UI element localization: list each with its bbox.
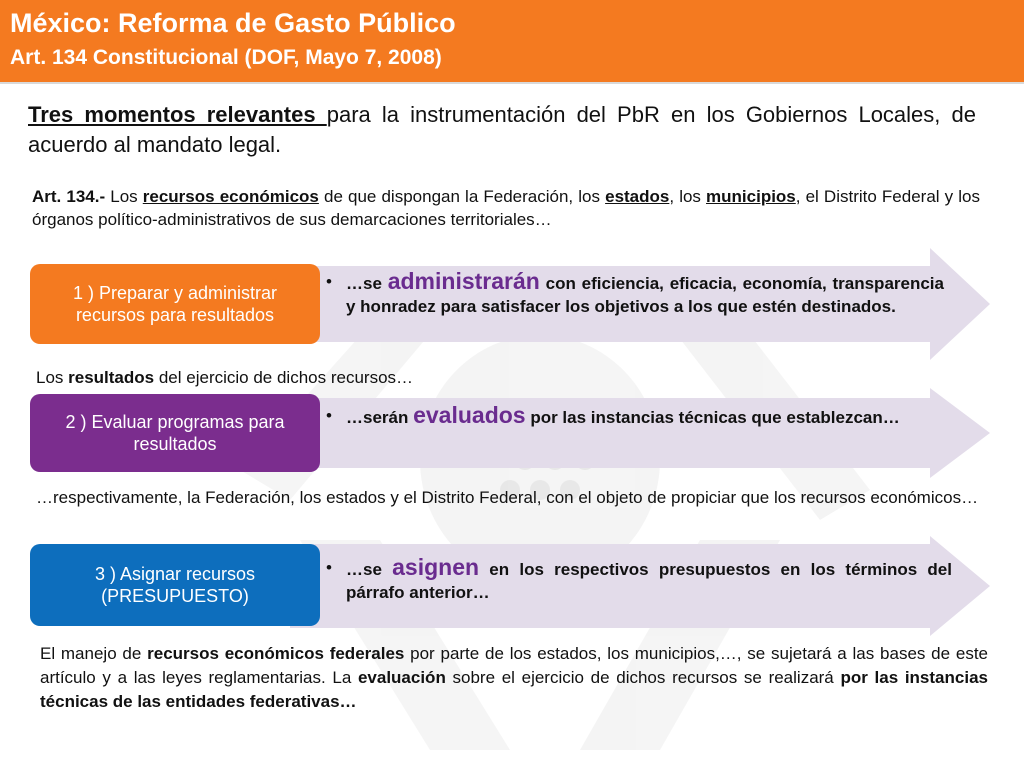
step-3-bullet [326, 556, 952, 604]
slide-title: México: Reforma de Gasto Público [10, 8, 456, 38]
results-text: del ejercicio de dichos recursos… [154, 368, 414, 387]
intro-text: para la instrumentación del PbR en los Gobiernos Locales, de acuerdo al mandato legal. [28, 102, 976, 157]
bullet-text: en los respectivos presupuestos en los términos del párrafo anterior… [346, 560, 952, 602]
intro-paragraph [28, 100, 976, 160]
article-text: , los [669, 187, 707, 206]
step-1-bullet [326, 270, 944, 318]
bullet-text: por las instancias técnicas que establezcan… [525, 408, 900, 427]
results-emphasis: resultados [68, 368, 155, 387]
bullet-icon: • [326, 406, 332, 425]
step-1-box [30, 264, 320, 344]
article-emphasis: municipios [706, 187, 796, 206]
article-label: Art. 134.- [32, 187, 106, 206]
bullet-text: …se [346, 560, 393, 579]
article-text: de que dispongan la Federación, los [318, 187, 606, 206]
bullet-text: con eficiencia, eficacia, economía, transparencia y honradez para satisfacer los objetivos a los que estén destinados. [346, 274, 944, 316]
step-3-box [30, 544, 320, 626]
step-3-keyword: asignen [392, 554, 480, 580]
step-3-label: 3 ) Asignar recursos (PRESUPUESTO) [94, 564, 256, 606]
article-text: , el Distrito Federal y los órganos político-administrativos de sus demarcaciones territoriales… [32, 187, 981, 229]
bullet-icon: • [326, 558, 332, 577]
conclusion-paragraph [40, 642, 988, 714]
bullet-text: …serán [346, 408, 414, 427]
step-2-arrow [290, 388, 990, 478]
article-emphasis: recursos económicos [142, 187, 319, 206]
respectively-line: …respectivamente, la Federación, los estados y el Distrito Federal, con el objeto de propiciar que los recursos económicos… [36, 488, 979, 507]
results-line [36, 366, 976, 389]
step-1-label: 1 ) Preparar y administrar recursos para resultados [72, 283, 278, 325]
conclusion-emphasis: recursos económicos federales [147, 644, 405, 663]
results-text: Los [36, 368, 69, 387]
step-2-keyword: evaluados [413, 402, 526, 428]
step-2-label: 2 ) Evaluar programas para resultados [65, 412, 285, 454]
conclusion-emphasis: por las instancias técnicas de las entidades federativas… [40, 668, 988, 711]
conclusion-text: El manejo de [40, 644, 148, 663]
conclusion-emphasis: evaluación [357, 668, 446, 687]
title-bar [0, 0, 1024, 82]
conclusion-text: por parte de los estados, los municipios,…, se sujetará a las bases de este artículo y a las leyes reglamentarias. La [40, 644, 988, 687]
article-text: Los [105, 187, 143, 206]
article-emphasis: estados [605, 187, 670, 206]
step-2-box [30, 394, 320, 472]
bullet-icon: • [326, 272, 332, 291]
slide-subtitle: Art. 134 Constitucional (DOF, Mayo 7, 2008) [10, 46, 442, 69]
step-2-bullet [326, 404, 952, 429]
step-1-keyword: administrarán [387, 268, 540, 294]
article-paragraph [32, 185, 980, 231]
bullet-text: …se [346, 274, 388, 293]
intro-emphasis: Tres momentos relevantes [28, 102, 327, 127]
conclusion-text: sobre el ejercicio de dichos recursos se realizará [445, 668, 841, 687]
